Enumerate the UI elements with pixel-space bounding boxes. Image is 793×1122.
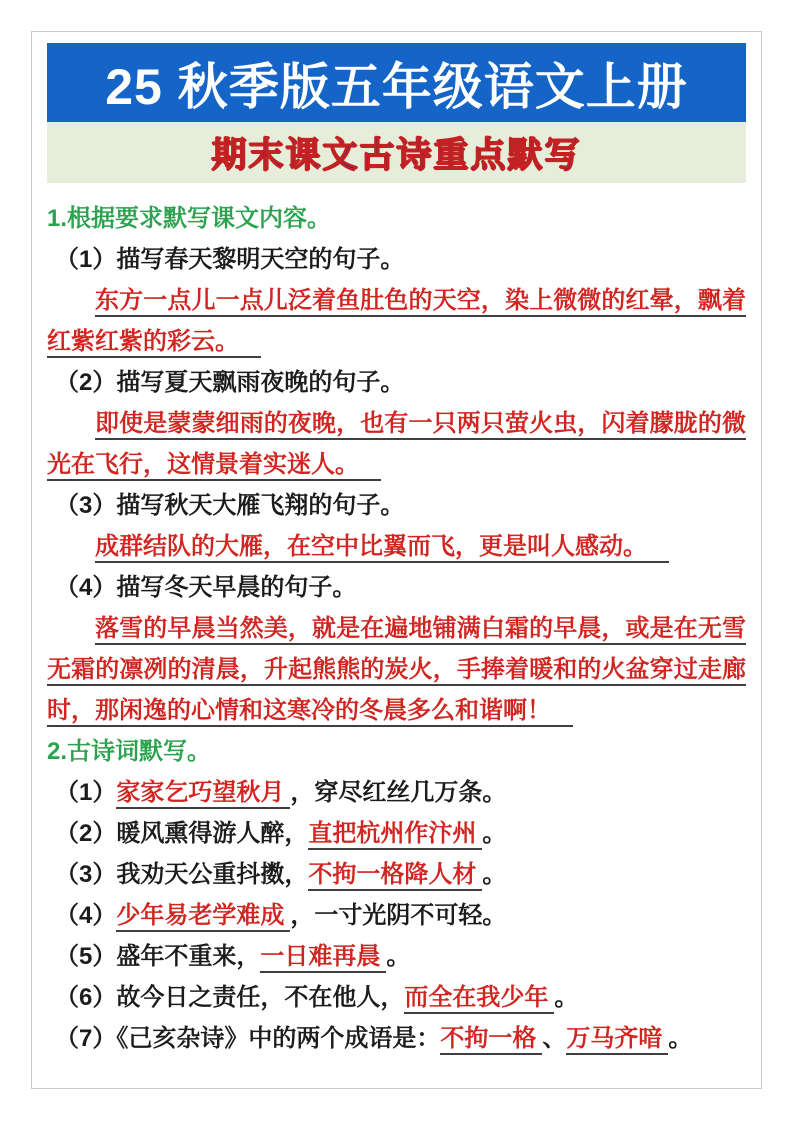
answer-text: 即使是蒙蒙细雨的夜晚，也有一只两只萤火虫，闪着朦胧的微光在飞行，这情景着实迷人。 [47,403,746,485]
section1-heading: 1.根据要求默写课文内容。 [47,205,332,232]
subtitle-banner [47,122,746,183]
answer-text: 东方一点儿一点儿泛着鱼肚色的天空，染上微微的红晕，飘着红紫红紫的彩云。 [47,280,746,362]
answer-blank: 少年易老学难成 [116,902,290,932]
poem-item: （6）故今日之责任，不在他人，而全在我少年 。 [47,977,746,1018]
poem-item: （3）我劝天公重抖擞，不拘一格降人材 。 [47,854,746,895]
question-item [47,567,746,731]
page-title: 25 秋季版五年级语文上册 [105,58,688,115]
worksheet-content [47,198,746,1059]
question-text: （2）描写夏天飘雨夜晚的句子。 [55,369,405,396]
worksheet-sheet [31,31,762,1089]
question-text: （4）描写冬天早晨的句子。 [55,574,357,601]
question-text: （3）描写秋天大雁飞翔的句子。 [55,492,405,519]
question-item [47,362,746,485]
poem-item: （5）盛年不重来，一日难再晨 。 [47,936,746,977]
answer-blank: 万马齐喑 [566,1025,668,1055]
question-item [47,485,746,567]
page-subtitle: 期末课文古诗重点默写 [211,135,582,175]
poem-item: （1）家家乞巧望秋月 ，穿尽红丝几万条。 [47,772,746,813]
answer-blank: 家家乞巧望秋月 [116,779,290,809]
question-item [47,239,746,362]
answer-text: 落雪的早晨当然美，就是在遍地铺满白霜的早晨，或是在无雪无霜的凛冽的清晨，升起熊熊的炭火，手捧着暖和的火盆穿过走廊时，那闲逸的心情和这寒冷的冬晨多么和谐啊！ [47,608,746,731]
answer-text: 成群结队的大雁，在空中比翼而飞，更是叫人感动。 [47,526,746,567]
answer-blank: 而全在我少年 [404,984,554,1014]
answer-blank: 一日难再晨 [260,943,386,973]
poem-item: （7）《己亥杂诗》中的两个成语是：不拘一格 、万马齐喑 。 [47,1018,746,1059]
title-banner [47,43,746,122]
section2-heading: 2.古诗词默写。 [47,738,212,765]
answer-blank: 不拘一格降人材 [308,861,482,891]
poem-item: （4）少年易老学难成 ，一寸光阴不可轻。 [47,895,746,936]
question-text: （1）描写春天黎明天空的句子。 [55,246,405,273]
answer-blank: 不拘一格 [440,1025,542,1055]
answer-blank: 直把杭州作汴州 [308,820,482,850]
poem-item: （2）暖风熏得游人醉，直把杭州作汴州 。 [47,813,746,854]
